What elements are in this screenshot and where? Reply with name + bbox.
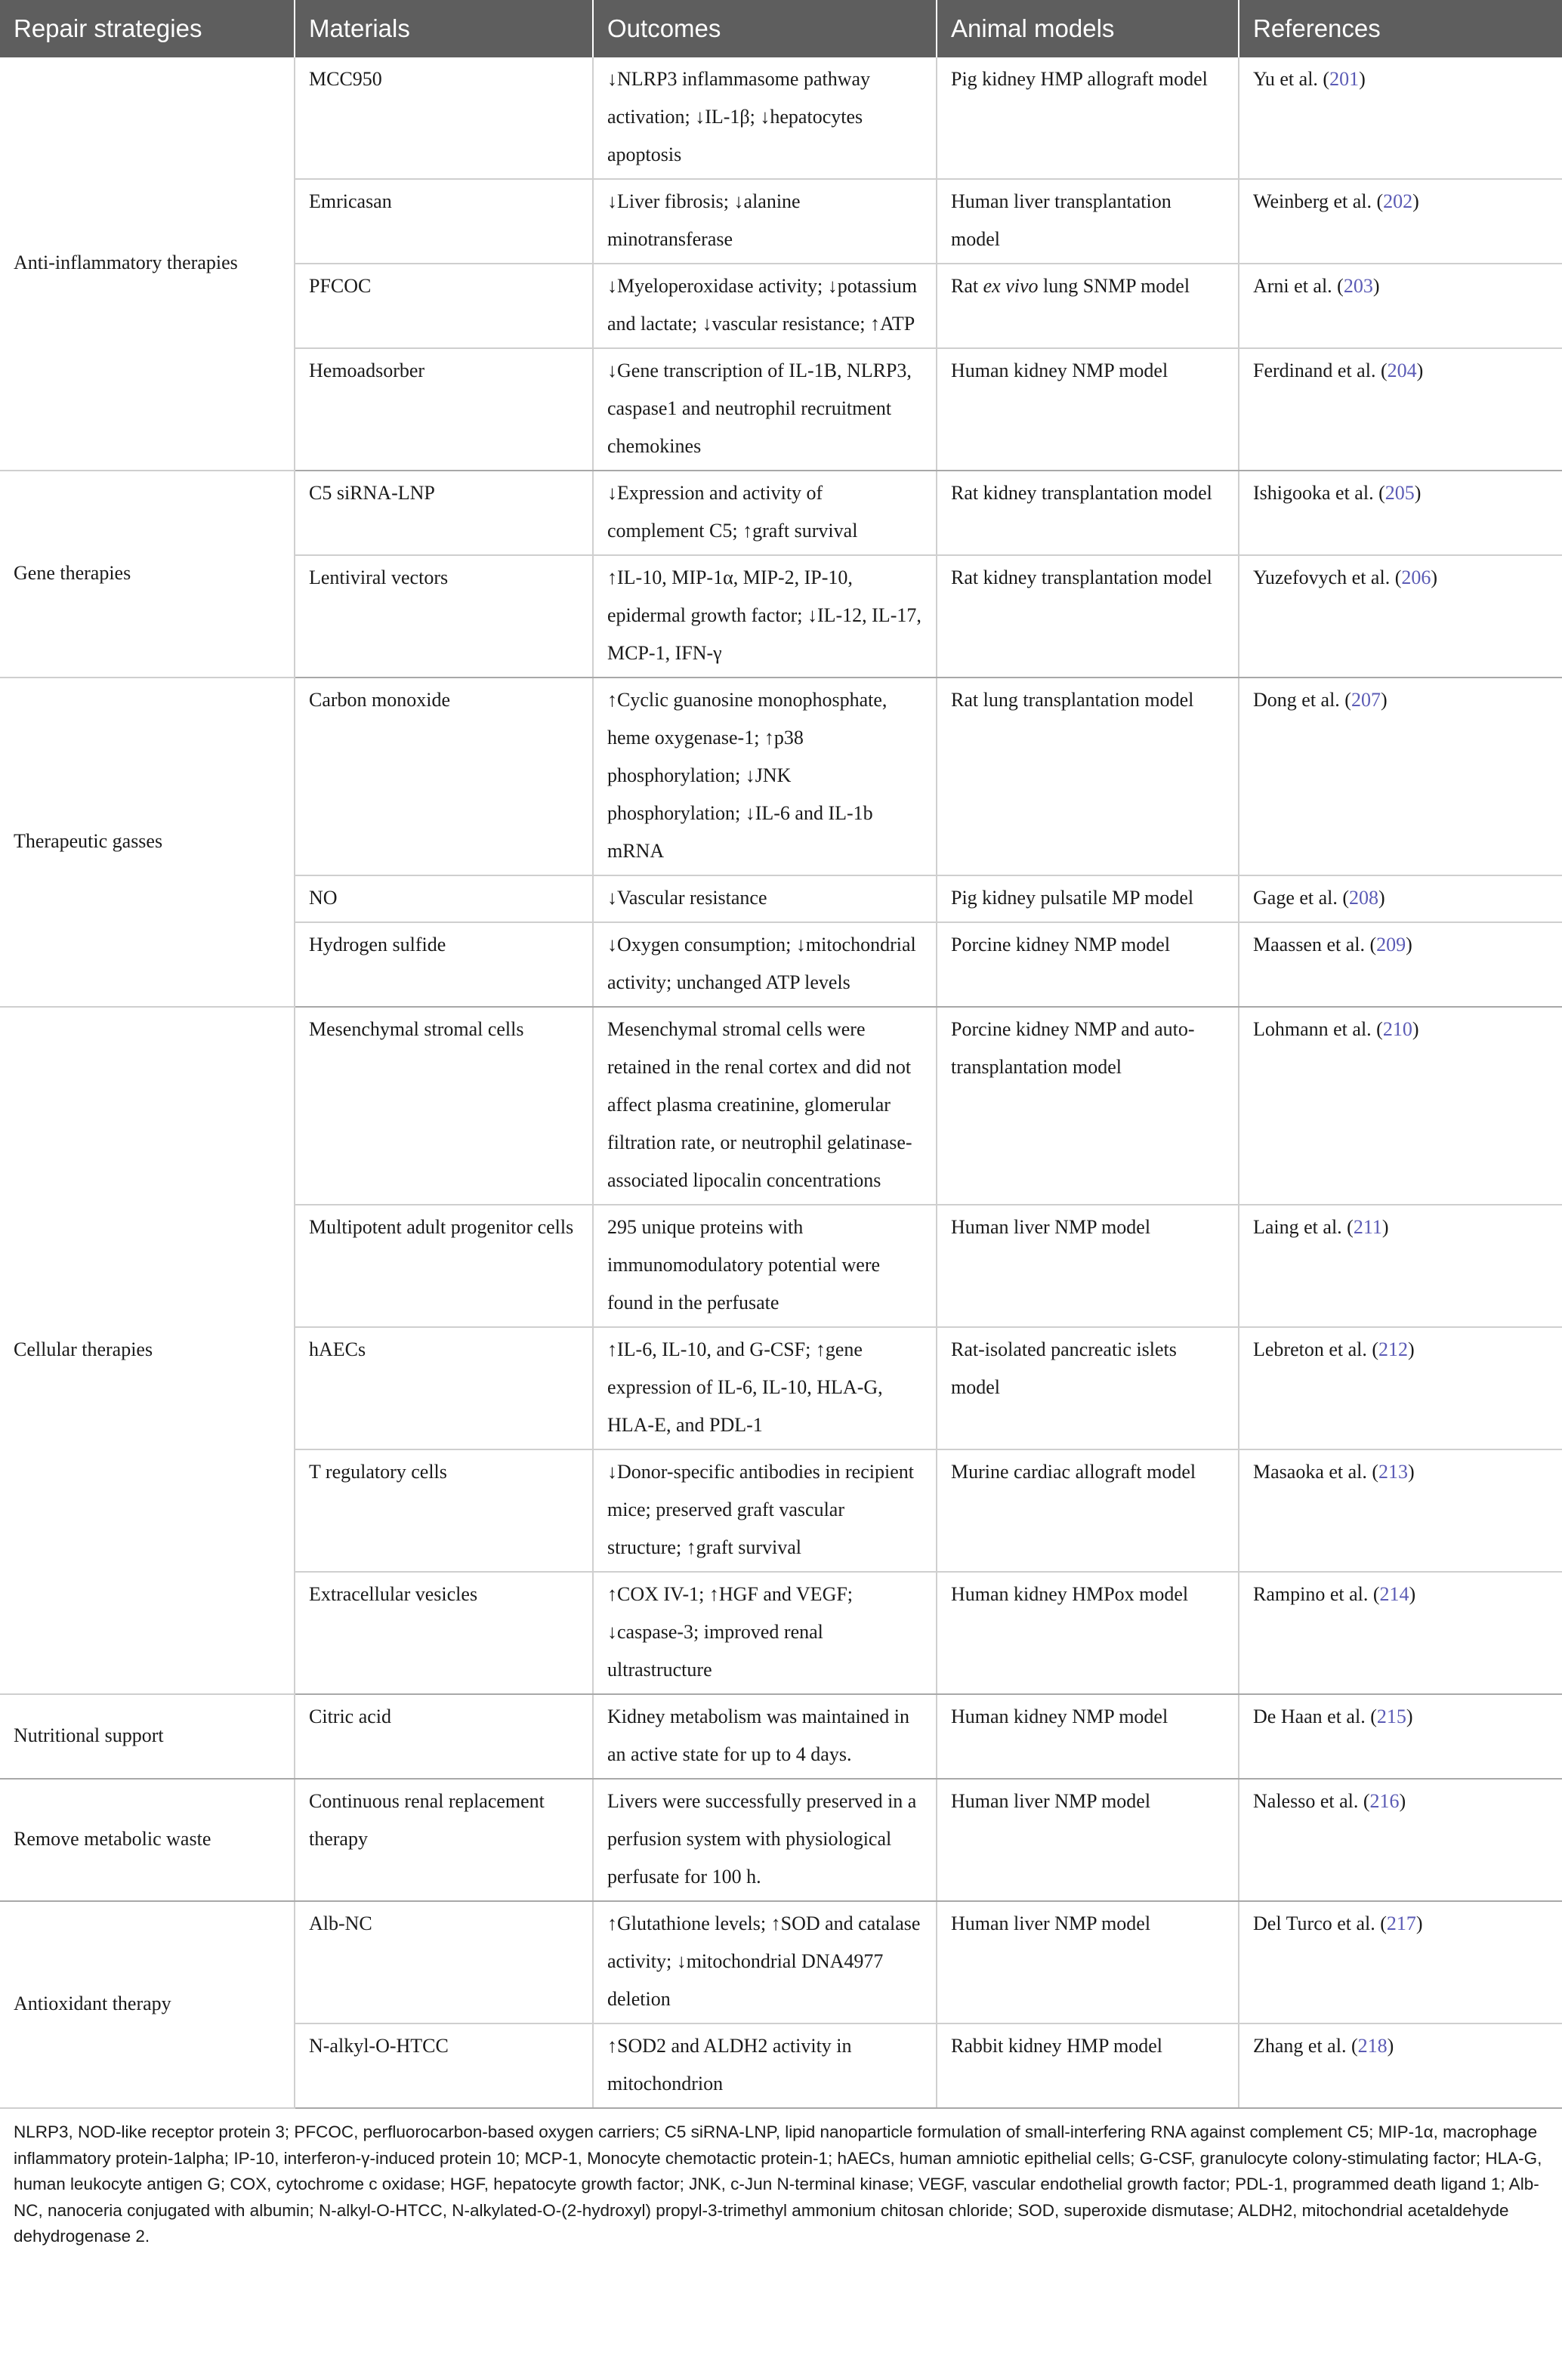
reference-close: ) (1412, 190, 1419, 212)
reference-close: ) (1399, 1790, 1406, 1812)
cell-material: Carbon monoxide (295, 678, 593, 875)
cell-material: Continuous renal replacement therapy (295, 1779, 593, 1901)
reference-close: ) (1378, 887, 1385, 909)
cell-outcome: ↑Glutathione levels; ↑SOD and catalase activity; ↓mitochondrial DNA4977 deletion (593, 1901, 937, 2023)
cell-outcome: ↑COX IV-1; ↑HGF and VEGF; ↓caspase-3; improved renal ultrastructure (593, 1572, 937, 1694)
cell-reference (1239, 264, 1562, 348)
cell-outcome: ↑Cyclic guanosine monophosphate, heme oxygenase-1; ↑p38 phosphorylation; ↓JNK phosphorylation; ↓IL-6 and IL-1b mRNA (593, 678, 937, 875)
reference-authors: Weinberg et al. ( (1253, 190, 1384, 212)
reference-authors: Gage et al. ( (1253, 887, 1350, 909)
cell-animal-model: Human liver transplantation model (937, 179, 1239, 264)
cell-animal-model: Human kidney NMP model (937, 1694, 1239, 1779)
reference-link[interactable]: 212 (1378, 1338, 1409, 1360)
table-row (0, 57, 1562, 179)
reference-close: ) (1406, 1706, 1413, 1727)
reference-close: ) (1431, 566, 1438, 588)
cell-material: Alb-NC (295, 1901, 593, 2023)
reference-link[interactable]: 213 (1378, 1461, 1409, 1483)
cell-material: Citric acid (295, 1694, 593, 1779)
cell-reference (1239, 348, 1562, 471)
cell-reference (1239, 1572, 1562, 1694)
cell-outcome: ↑SOD2 and ALDH2 activity in mitochondrion (593, 2023, 937, 2108)
table-header (0, 0, 1562, 57)
reference-close: ) (1359, 68, 1366, 90)
reference-authors: Lebreton et al. ( (1253, 1338, 1379, 1360)
cell-repair-strategy: Antioxidant therapy (0, 1901, 295, 2108)
reference-authors: Yu et al. ( (1253, 68, 1330, 90)
cell-reference (1239, 471, 1562, 555)
reference-link[interactable]: 218 (1357, 2035, 1388, 2057)
cell-repair-strategy: Gene therapies (0, 471, 295, 678)
cell-reference (1239, 1327, 1562, 1449)
cell-reference (1239, 875, 1562, 922)
cell-animal-model (937, 264, 1239, 348)
reference-authors: Zhang et al. ( (1253, 2035, 1358, 2057)
reference-link[interactable]: 217 (1386, 1912, 1416, 1934)
cell-outcome: ↓NLRP3 inflammasome pathway activation; ↓IL-1β; ↓hepatocytes apoptosis (593, 57, 937, 179)
reference-authors: Laing et al. ( (1253, 1216, 1354, 1238)
cell-animal-model: Rat lung transplantation model (937, 678, 1239, 875)
cell-outcome: ↓Expression and activity of complement C5; ↑graft survival (593, 471, 937, 555)
reference-authors: De Haan et al. ( (1253, 1706, 1377, 1727)
cell-animal-model: Rat kidney transplantation model (937, 555, 1239, 678)
header-materials: Materials (295, 0, 593, 57)
cell-reference (1239, 922, 1562, 1007)
reference-close: ) (1380, 689, 1388, 711)
reference-close: ) (1387, 2035, 1394, 2057)
table-row (0, 471, 1562, 555)
reference-close: ) (1372, 275, 1380, 297)
reference-authors: Maassen et al. ( (1253, 934, 1377, 955)
cell-material: Multipotent adult progenitor cells (295, 1205, 593, 1327)
reference-authors: Ishigooka et al. ( (1253, 482, 1385, 504)
table-footnote: NLRP3, NOD-like receptor protein 3; PFCOC, perfluorocarbon-based oxygen carriers; C5 siRNA-LNP, lipid nanoparticle formulation of small-interfering RNA against complement C5; MIP-1α, macrophage inflammatory protein-1alpha; IP-10, interferon-γ-induced protein 10; MCP-1, Monocyte chemotactic protein-1; hAECs, human amniotic epithelial cells; G-CSF, granulocyte colony-stimulating factor; HLA-G, human leukocyte antigen G; COX, cytochrome c oxidase; HGF, hepatocyte growth factor; JNK, c-Jun N-terminal kinase; VEGF, vascular endothelial growth factor; PDL-1, programmed death ligand 1; Alb-NC, nanoceria conjugated with albumin; N-alkyl-O-HTCC, N-alkylated-O-(2-hydroxyl) propyl-3-trimethyl ammonium chitosan chloride; SOD, superoxide dismutase; ALDH2, mitochondrial acetaldehyde dehydrogenase 2. (14, 2122, 1542, 2246)
cell-outcome: Kidney metabolism was maintained in an active state for up to 4 days. (593, 1694, 937, 1779)
cell-repair-strategy: Therapeutic gasses (0, 678, 295, 1007)
cell-animal-model: Human kidney HMPox model (937, 1572, 1239, 1694)
cell-outcome: ↓Liver fibrosis; ↓alanine minotransferase (593, 179, 937, 264)
cell-reference (1239, 1694, 1562, 1779)
cell-material: PFCOC (295, 264, 593, 348)
cell-animal-model: Rat kidney transplantation model (937, 471, 1239, 555)
cell-material: MCC950 (295, 57, 593, 179)
header-outcomes: Outcomes (593, 0, 937, 57)
cell-material: Extracellular vesicles (295, 1572, 593, 1694)
table-row (0, 1007, 1562, 1205)
reference-link[interactable]: 206 (1401, 566, 1431, 588)
cell-material: Hemoadsorber (295, 348, 593, 471)
cell-animal-model: Human liver NMP model (937, 1901, 1239, 2023)
reference-link[interactable]: 205 (1384, 482, 1415, 504)
cell-animal-model: Human liver NMP model (937, 1779, 1239, 1901)
cell-outcome: ↓Vascular resistance (593, 875, 937, 922)
cell-reference (1239, 1007, 1562, 1205)
cell-material: C5 siRNA-LNP (295, 471, 593, 555)
model-text: Rat (951, 275, 983, 297)
cell-animal-model: Porcine kidney NMP model (937, 922, 1239, 1007)
reference-link[interactable]: 202 (1383, 190, 1413, 212)
reference-close: ) (1409, 1583, 1416, 1605)
cell-outcome: Livers were successfully preserved in a perfusion system with physiological perfusate for 100 h. (593, 1779, 937, 1901)
cell-animal-model: Human liver NMP model (937, 1205, 1239, 1327)
reference-authors: Masaoka et al. ( (1253, 1461, 1379, 1483)
header-references: References (1239, 0, 1562, 57)
reference-link[interactable]: 216 (1369, 1790, 1400, 1812)
cell-reference (1239, 555, 1562, 678)
cell-repair-strategy: Anti-inflammatory therapies (0, 57, 295, 471)
cell-outcome: ↓Myeloperoxidase activity; ↓potassium and lactate; ↓vascular resistance; ↑ATP (593, 264, 937, 348)
reference-close: ) (1406, 934, 1412, 955)
reference-authors: Nalesso et al. ( (1253, 1790, 1370, 1812)
cell-reference (1239, 1779, 1562, 1901)
reference-authors: Arni et al. ( (1253, 275, 1344, 297)
reference-authors: Del Turco et al. ( (1253, 1912, 1387, 1934)
model-italic-text: ex vivo (983, 275, 1039, 297)
cell-repair-strategy: Nutritional support (0, 1694, 295, 1779)
reference-close: ) (1408, 1338, 1415, 1360)
reference-close: ) (1416, 360, 1424, 381)
cell-material: T regulatory cells (295, 1449, 593, 1572)
reference-link[interactable]: 210 (1382, 1018, 1412, 1040)
reference-authors: Yuzefovych et al. ( (1253, 566, 1402, 588)
header-repair-strategies: Repair strategies (0, 0, 295, 57)
cell-outcome: ↓Oxygen consumption; ↓mitochondrial activity; unchanged ATP levels (593, 922, 937, 1007)
cell-animal-model: Rat-isolated pancreatic islets model (937, 1327, 1239, 1449)
cell-reference (1239, 57, 1562, 179)
cell-material: Mesenchymal stromal cells (295, 1007, 593, 1205)
reference-link[interactable]: 208 (1349, 887, 1379, 909)
cell-reference (1239, 2023, 1562, 2108)
reference-authors: Rampino et al. ( (1253, 1583, 1380, 1605)
cell-material: Hydrogen sulfide (295, 922, 593, 1007)
reference-link[interactable]: 201 (1329, 68, 1360, 90)
cell-animal-model: Murine cardiac allograft model (937, 1449, 1239, 1572)
reference-close: ) (1381, 1216, 1389, 1238)
cell-outcome: ↓Gene transcription of IL-1B, NLRP3, caspase1 and neutrophil recruitment chemokines (593, 348, 937, 471)
reference-close: ) (1415, 1912, 1423, 1934)
reference-link[interactable]: 207 (1351, 689, 1381, 711)
cell-animal-model: Human kidney NMP model (937, 348, 1239, 471)
cell-material: Emricasan (295, 179, 593, 264)
reference-authors: Lohmann et al. ( (1253, 1018, 1383, 1040)
reference-close: ) (1412, 1018, 1419, 1040)
cell-outcome: Mesenchymal stromal cells were retained in the renal cortex and did not affect plasma creatinine, glomerular filtration rate, or neutrophil gelatinase-associated lipocalin concentrations (593, 1007, 937, 1205)
cell-outcome: 295 unique proteins with immunomodulatory potential were found in the perfusate (593, 1205, 937, 1327)
reference-authors: Ferdinand et al. ( (1253, 360, 1388, 381)
cell-animal-model: Rabbit kidney HMP model (937, 2023, 1239, 2108)
cell-outcome: ↑IL-10, MIP-1α, MIP-2, IP-10, epidermal growth factor; ↓IL-12, IL-17, MCP-1, IFN-γ (593, 555, 937, 678)
reference-link[interactable]: 209 (1376, 934, 1406, 955)
model-text: lung SNMP model (1038, 275, 1190, 297)
reference-link[interactable]: 215 (1376, 1706, 1406, 1727)
cell-animal-model: Pig kidney HMP allograft model (937, 57, 1239, 179)
cell-repair-strategy: Cellular therapies (0, 1007, 295, 1694)
reference-link[interactable]: 214 (1379, 1583, 1409, 1605)
table-row (0, 1694, 1562, 1779)
cell-reference (1239, 678, 1562, 875)
cell-reference (1239, 179, 1562, 264)
reference-close: ) (1408, 1461, 1415, 1483)
table-row (0, 1901, 1562, 2023)
cell-material: N-alkyl-O-HTCC (295, 2023, 593, 2108)
table-body (0, 57, 1562, 2108)
cell-outcome: ↑IL-6, IL-10, and G-CSF; ↑gene expression of IL-6, IL-10, HLA-G, HLA-E, and PDL-1 (593, 1327, 937, 1449)
cell-outcome: ↓Donor-specific antibodies in recipient mice; preserved graft vascular structure; ↑graft survival (593, 1449, 937, 1572)
reference-link[interactable]: 204 (1387, 360, 1417, 381)
table-row (0, 1779, 1562, 1901)
cell-material: hAECs (295, 1327, 593, 1449)
header-animal-models: Animal models (937, 0, 1239, 57)
reference-link[interactable]: 203 (1343, 275, 1373, 297)
cell-animal-model: Pig kidney pulsatile MP model (937, 875, 1239, 922)
cell-material: Lentiviral vectors (295, 555, 593, 678)
cell-repair-strategy: Remove metabolic waste (0, 1779, 295, 1901)
cell-reference (1239, 1449, 1562, 1572)
cell-material: NO (295, 875, 593, 922)
cell-reference (1239, 1205, 1562, 1327)
reference-close: ) (1414, 482, 1422, 504)
reference-link[interactable]: 211 (1353, 1216, 1382, 1238)
reference-authors: Dong et al. ( (1253, 689, 1351, 711)
cell-reference (1239, 1901, 1562, 2023)
table-row (0, 678, 1562, 875)
cell-animal-model: Porcine kidney NMP and auto-transplantation model (937, 1007, 1239, 1205)
